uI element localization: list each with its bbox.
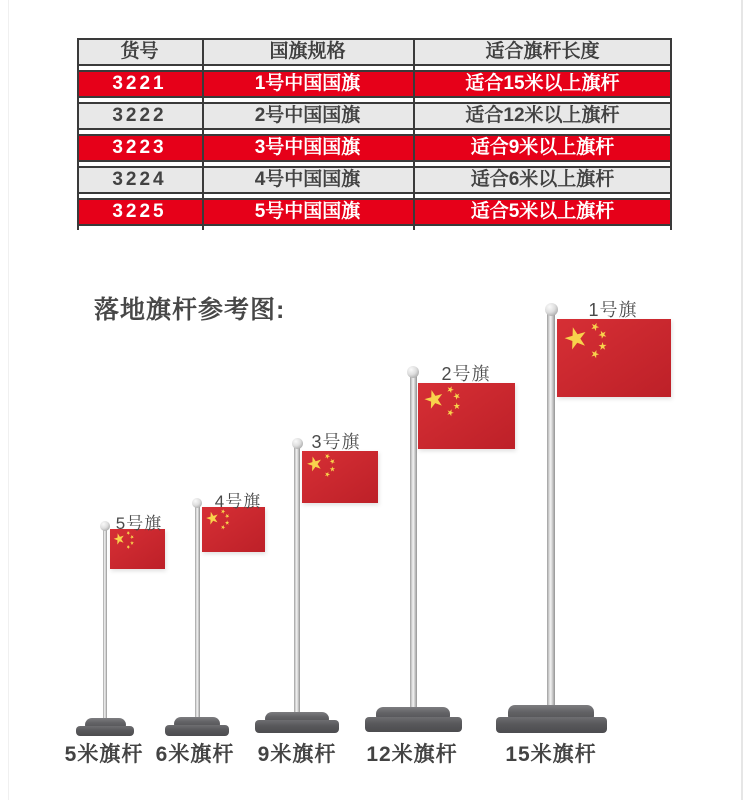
flag-size-label: 3号旗 — [311, 432, 361, 452]
header-cell-1: 国旗规格 — [269, 41, 346, 62]
row4-cell-1: 5号中国国旗 — [254, 201, 361, 222]
pole-top-ball — [292, 438, 303, 449]
row2-cell-0: 3223 — [112, 137, 167, 158]
row0-cell-1: 1号中国国旗 — [254, 73, 361, 94]
row1-cell-2: 适合12米以上旗杆 — [465, 105, 620, 126]
pole-height-label: 12米旗杆 — [366, 743, 458, 766]
row4-cell-0: 3225 — [112, 201, 167, 222]
china-flag — [557, 319, 671, 397]
china-flag — [202, 507, 265, 552]
flag-size-label: 4号旗 — [214, 492, 262, 511]
pole-top-ball — [545, 303, 558, 316]
header-cell-0: 货号 — [120, 41, 159, 62]
flagpole-pole — [103, 526, 107, 722]
pole-base-lower — [496, 717, 607, 733]
pole-height-label: 9米旗杆 — [257, 743, 337, 766]
flag-size-label: 5号旗 — [115, 514, 163, 533]
china-flag — [418, 383, 515, 449]
row2-cell-1: 3号中国国旗 — [254, 137, 361, 158]
pole-top-ball — [407, 366, 419, 378]
row4-cell-2: 适合5米以上旗杆 — [470, 201, 615, 222]
china-flag — [302, 451, 378, 503]
pole-height-label: 6米旗杆 — [155, 743, 235, 766]
flag-size-label: 2号旗 — [441, 364, 491, 384]
pole-base-lower — [255, 720, 339, 733]
row2-cell-2: 适合9米以上旗杆 — [470, 137, 615, 158]
row1-cell-1: 2号中国国旗 — [254, 105, 361, 126]
flagpole-pole — [410, 372, 417, 711]
row0-cell-0: 3221 — [112, 73, 167, 94]
row1-cell-0: 3222 — [112, 105, 167, 126]
flag-size-label: 1号旗 — [588, 300, 638, 320]
flagpole-pole — [547, 309, 555, 709]
row3-cell-0: 3224 — [112, 169, 167, 190]
pole-base-lower — [365, 717, 462, 732]
flagpole-pole — [294, 443, 300, 716]
flagpole-pole — [195, 503, 200, 721]
pole-height-label: 5米旗杆 — [64, 743, 144, 766]
row3-cell-1: 4号中国国旗 — [254, 169, 361, 190]
row0-cell-2: 适合15米以上旗杆 — [465, 73, 620, 94]
china-flag — [110, 529, 165, 569]
pole-base-lower — [76, 726, 134, 736]
pole-height-label: 15米旗杆 — [505, 743, 597, 766]
pole-top-ball — [100, 521, 110, 531]
pole-top-ball — [192, 498, 202, 508]
header-cell-2: 适合旗杆长度 — [485, 41, 600, 62]
diagram-title: 落地旗杆参考图: — [94, 296, 286, 324]
row3-cell-2: 适合6米以上旗杆 — [470, 169, 615, 190]
pole-base-lower — [165, 725, 229, 736]
